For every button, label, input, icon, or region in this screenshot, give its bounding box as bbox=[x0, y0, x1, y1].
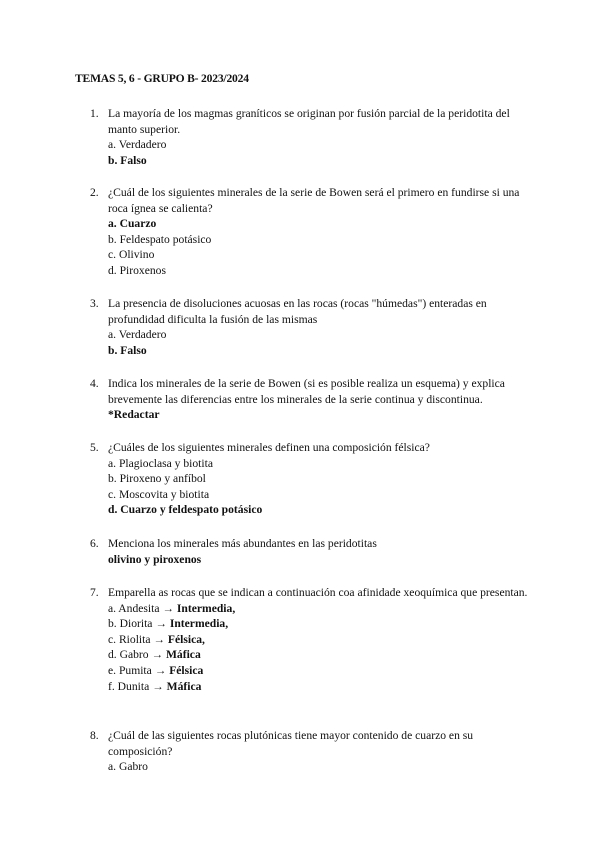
arrow: → bbox=[154, 663, 167, 677]
answer-option: c. Olivino bbox=[108, 248, 155, 262]
question-stem: La mayoría de los magmas graníticos se originan por fusión parcial de la peridotita del manto superior. bbox=[108, 107, 510, 136]
answer-option: c. Moscovita y biotita bbox=[108, 487, 210, 501]
rock-name: e. Pumita bbox=[108, 663, 152, 677]
suffix: , bbox=[225, 617, 229, 631]
arrow: → bbox=[151, 648, 164, 662]
answer-option-correct: d. Cuarzo y feldespato potásico bbox=[108, 503, 263, 517]
document-title: TEMAS 5, 6 - GRUPO B- 2023/2024 bbox=[75, 72, 249, 85]
pair-row bbox=[108, 601, 530, 617]
affinity: Máfica bbox=[165, 648, 201, 662]
question-stem: Menciona los minerales más abundantes en las peridotitas bbox=[108, 537, 377, 550]
answer-option-correct: b. Falso bbox=[108, 343, 147, 357]
answer-option: b. Feldespato potásico bbox=[108, 232, 212, 246]
pair-row bbox=[108, 616, 530, 632]
question-number: 5. bbox=[90, 441, 99, 454]
affinity: Intermedia bbox=[176, 601, 233, 615]
question-stem: Indica los minerales de la serie de Bowen (si es posible realiza un esquema) y explica brevemente las diferencias entre los minerales de la serie continua y discontinua. bbox=[108, 377, 505, 406]
affinity: Máfica bbox=[166, 679, 202, 693]
question-stem: ¿Cuál de las siguientes rocas plutónicas tiene mayor contenido de cuarzo en su composición? bbox=[108, 729, 474, 758]
answer-option: a. Verdadero bbox=[108, 328, 167, 342]
affinity: Félsica bbox=[167, 632, 203, 646]
rock-name: f. Dunita bbox=[108, 679, 150, 693]
arrow: → bbox=[152, 679, 164, 693]
question-number: 8. bbox=[90, 729, 99, 742]
answer-option: a. Verdadero bbox=[108, 138, 167, 152]
pair-row bbox=[108, 647, 530, 663]
question-stem: Emparella as rocas que se indican a continuación coa afinidade xeoquímica que presentan. bbox=[108, 586, 528, 599]
answer-option: d. Piroxenos bbox=[108, 263, 166, 277]
question-8 bbox=[90, 728, 530, 775]
answer-option-correct: olivino y piroxenos bbox=[108, 552, 202, 566]
answer-option-correct: *Redactar bbox=[108, 408, 160, 422]
question-number: 3. bbox=[90, 297, 99, 310]
suffix: , bbox=[232, 601, 236, 615]
question-stem: ¿Cuál de los siguientes minerales de la serie de Bowen será el primero en fundirse si una roca ígnea se calienta? bbox=[108, 186, 520, 215]
question-stem: ¿Cuáles de los siguientes minerales definen una composición félsica? bbox=[108, 441, 430, 454]
answer-option-correct: a. Cuarzo bbox=[108, 217, 157, 231]
question-stem: La presencia de disoluciones acuosas en las rocas (rocas "húmedas") enteradas en profundidad dificulta la fusión de las mismas bbox=[108, 297, 487, 326]
affinity: Félsica bbox=[169, 663, 204, 677]
affinity: Intermedia bbox=[169, 617, 226, 631]
question-6 bbox=[90, 536, 530, 567]
question-2 bbox=[90, 185, 530, 279]
pair-row bbox=[108, 679, 530, 695]
answer-option: a. Plagioclasa y biotita bbox=[108, 456, 213, 470]
arrow: → bbox=[153, 632, 166, 646]
question-5 bbox=[90, 440, 530, 518]
answer-option-correct: b. Falso bbox=[108, 153, 147, 167]
question-7 bbox=[90, 585, 530, 694]
question-4 bbox=[90, 376, 530, 423]
rock-name: a. Andesita bbox=[108, 601, 160, 615]
rock-name: b. Diorita bbox=[108, 617, 153, 631]
question-number: 2. bbox=[90, 186, 99, 199]
pair-row bbox=[108, 663, 530, 679]
arrow: → bbox=[162, 601, 175, 615]
rock-name: d. Gabro bbox=[108, 648, 149, 662]
pair-row bbox=[108, 632, 530, 648]
question-number: 4. bbox=[90, 377, 99, 390]
answer-option: b. Piroxeno y anfíbol bbox=[108, 472, 206, 486]
question-number: 6. bbox=[90, 537, 99, 550]
rock-name: c. Riolita bbox=[108, 632, 151, 646]
suffix: , bbox=[202, 632, 205, 646]
question-number: 7. bbox=[90, 586, 99, 599]
arrow: → bbox=[155, 617, 167, 631]
question-number: 1. bbox=[90, 107, 99, 120]
question-1 bbox=[90, 106, 530, 168]
question-3 bbox=[90, 296, 530, 358]
answer-option: a. Gabro bbox=[108, 760, 148, 774]
